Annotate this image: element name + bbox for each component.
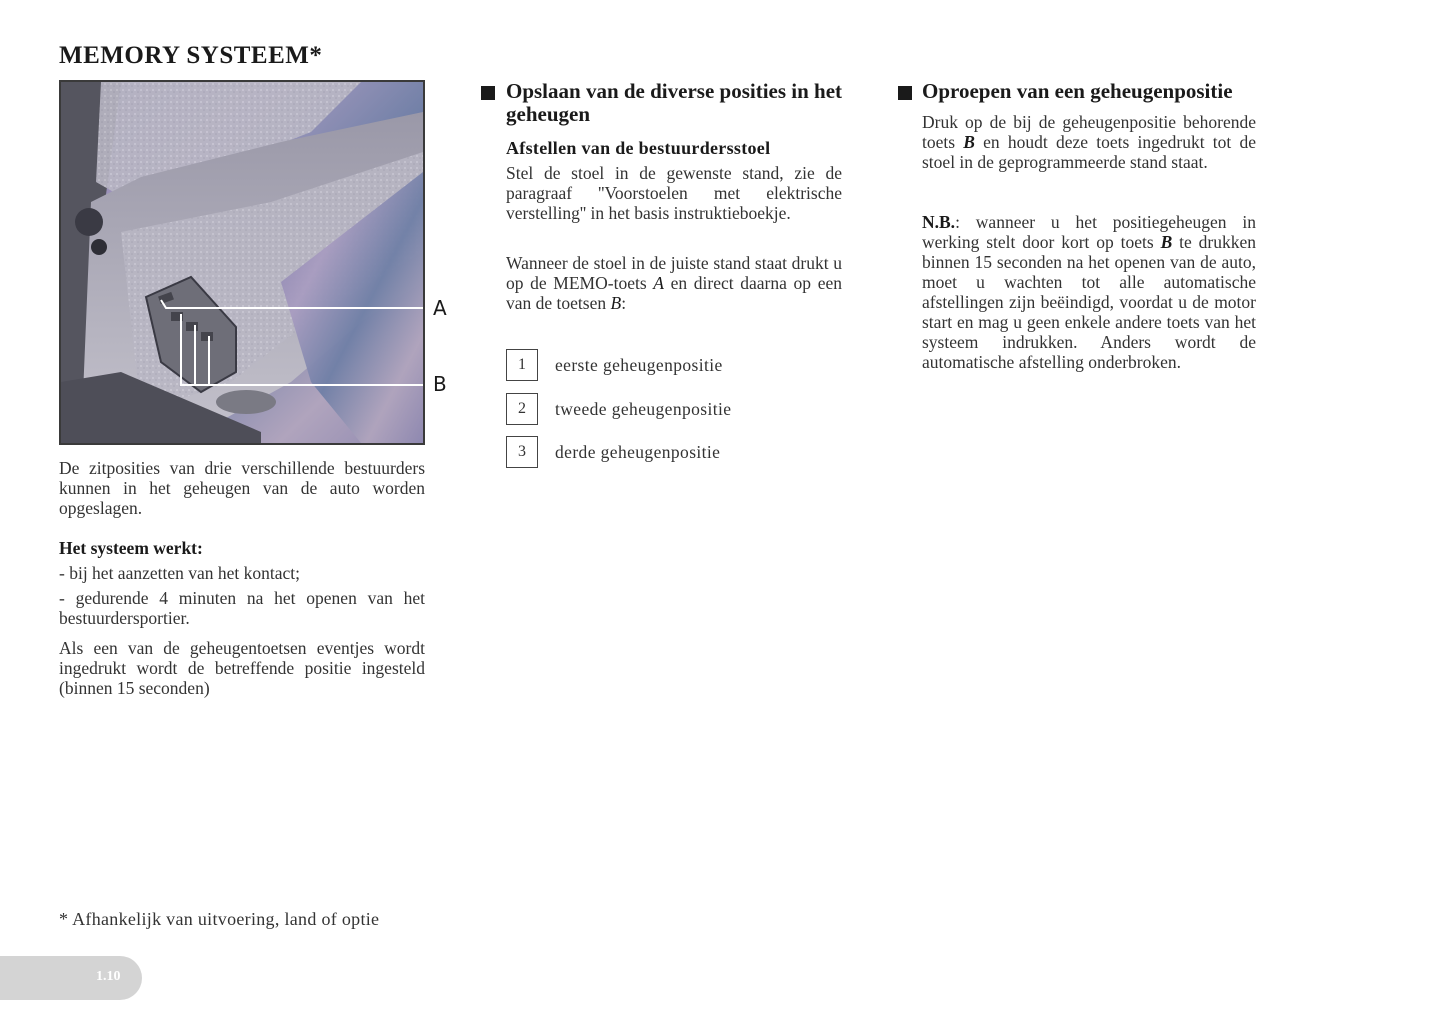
memo-key-paragraph: Wanneer de stoel in de juiste stand staat drukt u op de MEMO-toets A en direct daarna op een van de toetsen B: [506, 253, 842, 313]
memory-position-label: tweede geheugenpositie [555, 399, 732, 419]
nb-label: N.B. [922, 212, 956, 232]
recall-paragraph: Druk op de bij de geheugenpositie behorende toets B en houdt deze toets ingedrukt tot de stoel in de geprogrammeerde stand staat. [922, 112, 1256, 172]
section-bullet-icon [898, 86, 912, 100]
page-number-tab [0, 956, 142, 1000]
page-title: MEMORY SYSTEEM* [59, 42, 323, 69]
callout-label-a: A [433, 296, 447, 320]
key-a-ref: A [653, 273, 664, 293]
nb-paragraph: N.B.: wanneer u het positiegeheugen in werking stelt door kort op toets B te drukken binnen 15 seconden na het openen van de auto, moet u wachten tot alle automatische afstellingen zijn beëindigd, voordat u de motor start en mag u geen enkele andere toets van het systeem indrukken. Anders wordt de automatische afstelling onderbroken. [922, 212, 1256, 372]
key-b-ref: B [963, 132, 975, 152]
seat-illustration [61, 82, 423, 443]
key-b-ref: B [1160, 232, 1173, 252]
memory-key-2-box: 2 [506, 393, 538, 425]
footnote: * Afhankelijk van uitvoering, land of optie [59, 909, 380, 929]
adjust-seat-paragraph: Stel de stoel in de gewenste stand, zie de paragraaf ''Voorstoelen met elektrische verstelling'' in het basis instruktieboekje. [506, 163, 842, 223]
memory-key-3-box: 3 [506, 436, 538, 468]
photo-caption: De zitposities van drie verschillende bestuurders kunnen in het geheugen van de auto worden opgeslagen. [59, 458, 425, 518]
memory-position-label: eerste geheugenpositie [555, 355, 723, 375]
list-item: - gedurende 4 minuten na het openen van het bestuurdersportier. [59, 588, 425, 628]
memory-key-1-box: 1 [506, 349, 538, 381]
memory-key-paragraph: Als een van de geheugentoetsen eventjes wordt ingedrukt wordt de betreffende positie ingesteld (binnen 15 seconden) [59, 638, 425, 698]
memory-position-label: derde geheugenpositie [555, 442, 721, 462]
system-works-heading: Het systeem werkt: [59, 538, 203, 558]
store-positions-heading: Opslaan van de diverse posities in het geheugen [506, 79, 843, 126]
adjust-seat-subheading: Afstellen van de bestuurdersstoel [506, 138, 771, 158]
page-number: 1.10 [96, 969, 121, 984]
system-conditions-list [59, 563, 425, 633]
key-b-ref: B [610, 293, 622, 313]
list-item: - bij het aanzetten van het kontact; [59, 563, 301, 583]
section-bullet-icon [481, 86, 495, 100]
seat-photo [59, 80, 425, 445]
callout-label-b: B [433, 372, 447, 396]
recall-position-heading: Oproepen van een geheugenpositie [922, 79, 1233, 103]
